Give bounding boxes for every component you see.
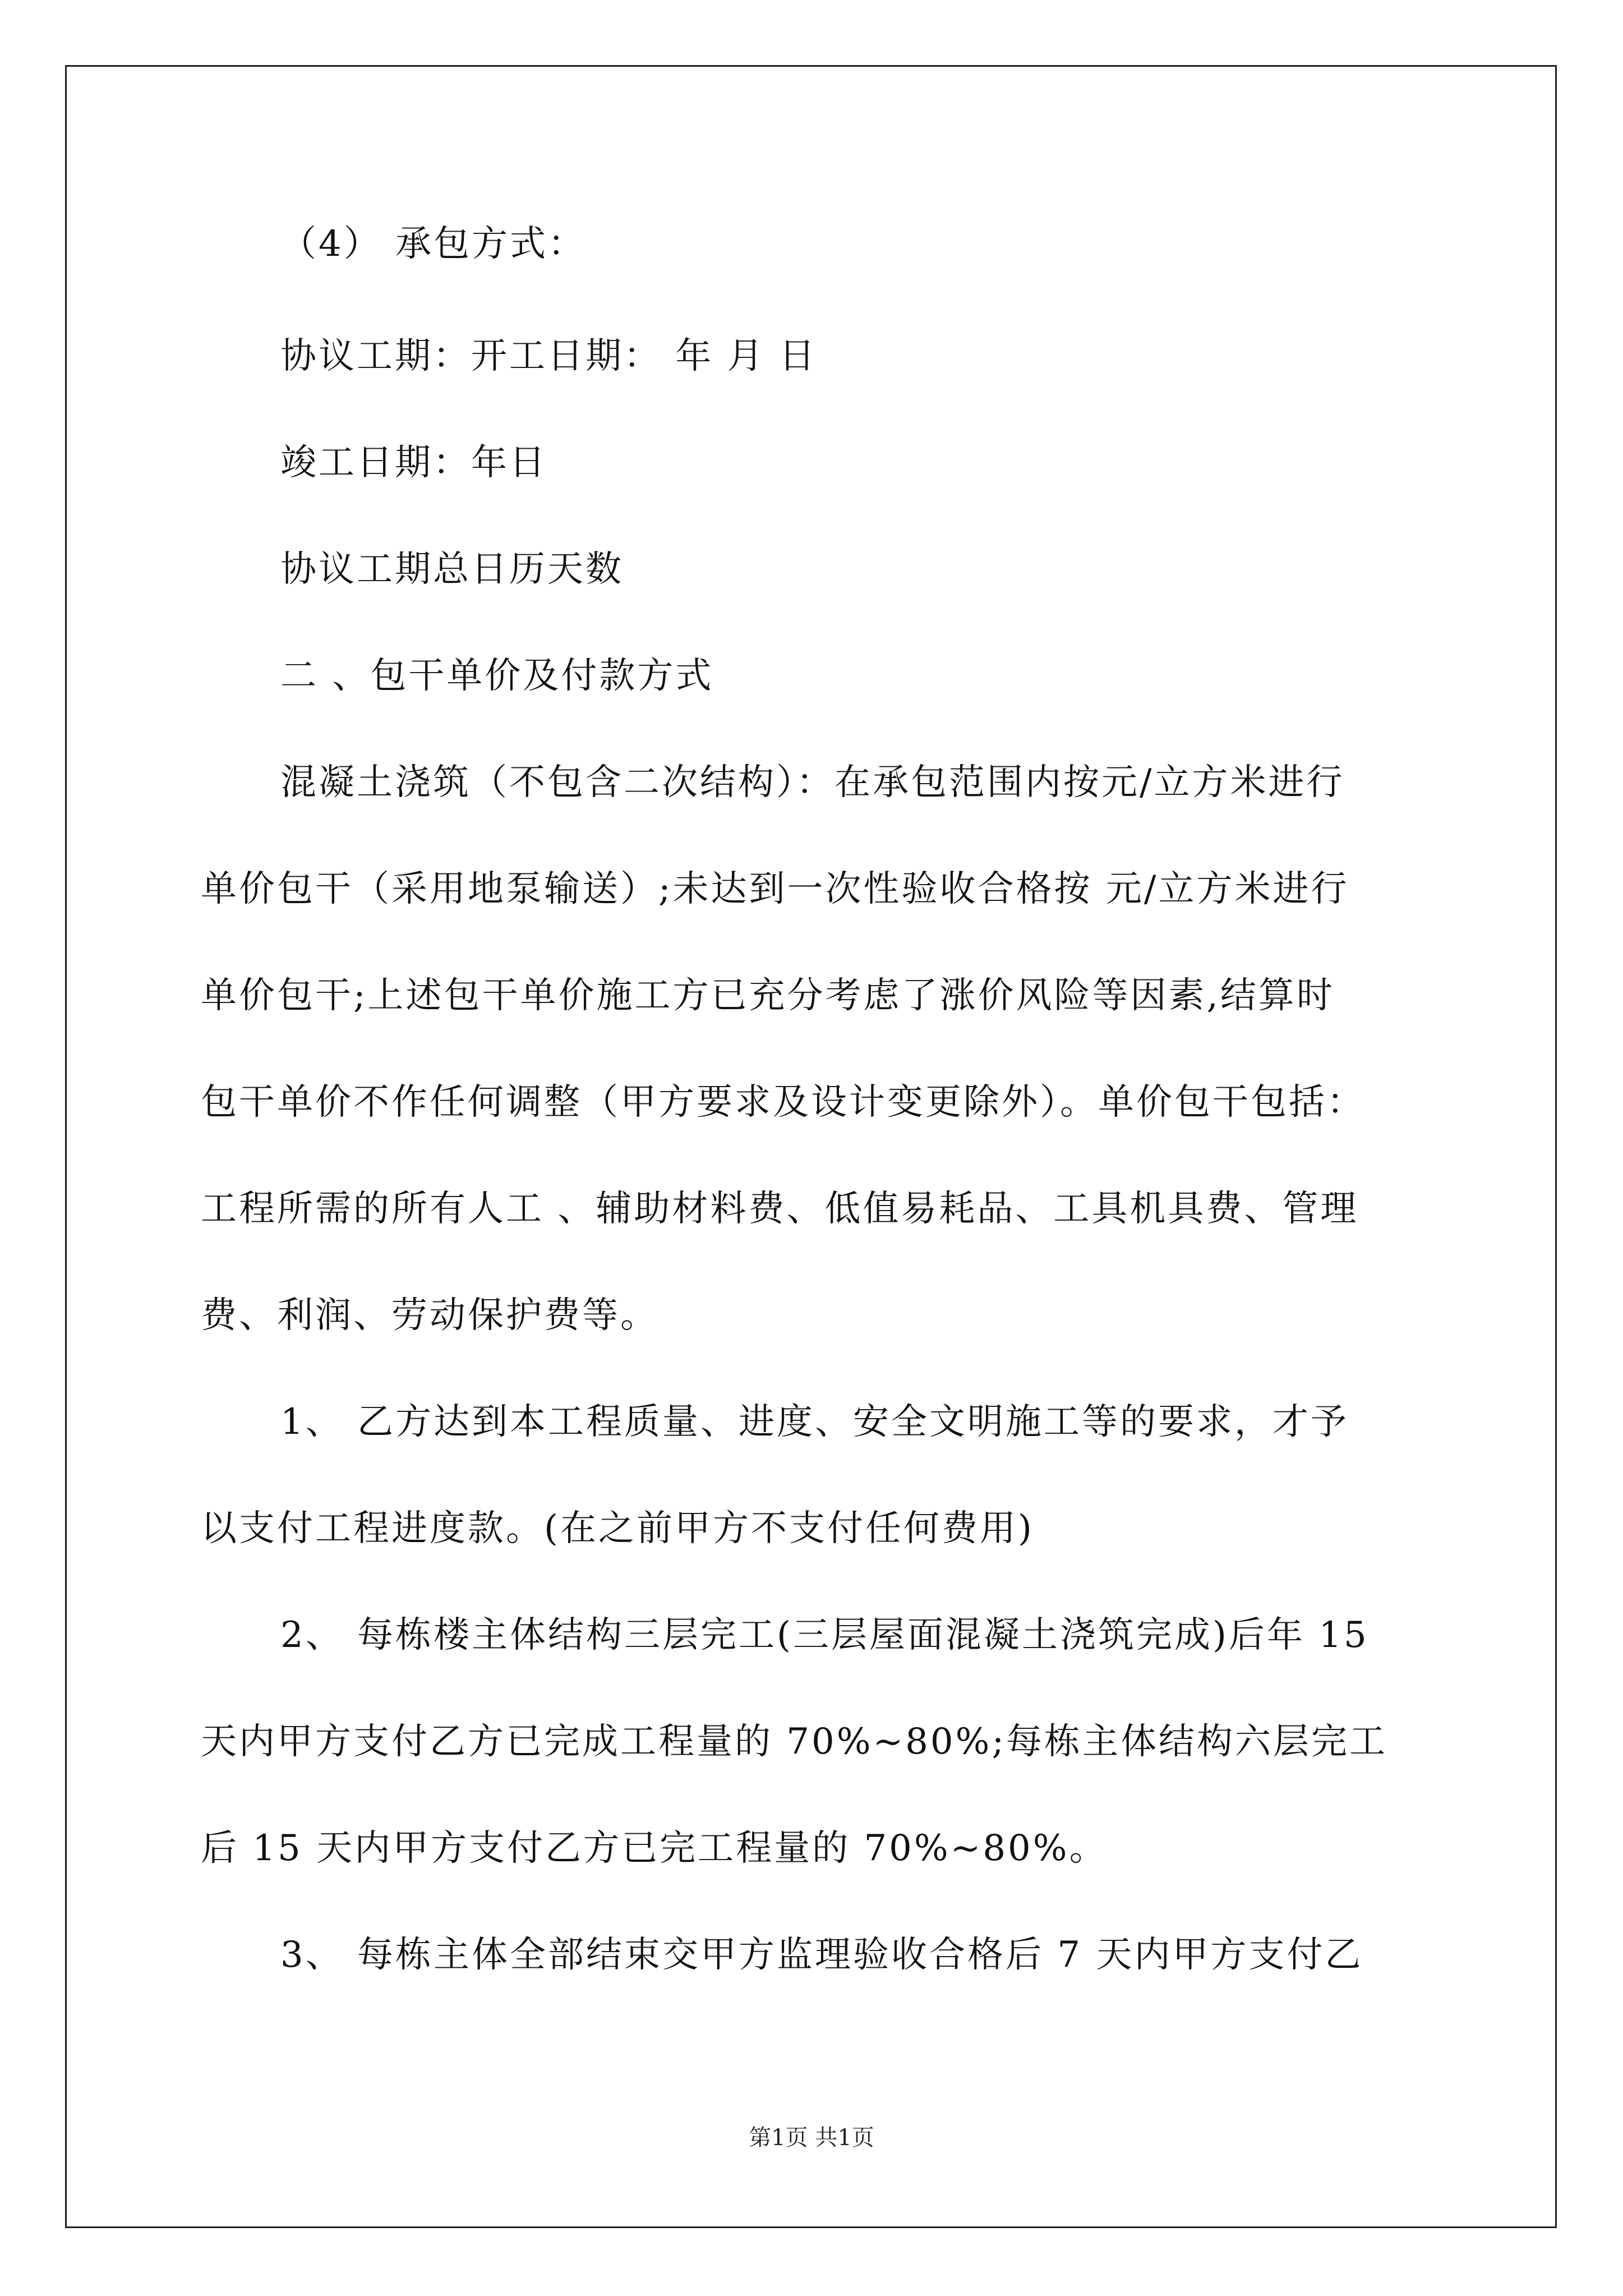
text-line: 竣工日期：年日 [280,442,547,484]
text-line: 3、 每栋主体全部结束交甲方监理验收合格后 7 天内甲方支付乙 [280,1934,1363,1976]
text-line: 费、利润、劳动保护费等。 [201,1295,658,1336]
section-heading: 二 、包干单价及付款方式 [280,655,714,697]
text-line: 单价包干（采用地泵输送）;未达到一次性验收合格按 元/立方米进行 [201,868,1349,910]
text-line: 单价包干;上述包干单价施工方已充分考虑了涨价风险等因素,结算时 [201,975,1335,1016]
text-line: 混凝土浇筑（不包含二次结构）：在承包范围内按元/立方米进行 [280,762,1345,803]
text-line: 天内甲方支付乙方已完成工程量的 70%~80%;每栋主体结构六层完工 [201,1721,1388,1763]
text-line: 1、 乙方达到本工程质量、进度、安全文明施工等的要求，才予 [280,1401,1349,1443]
text-line: 包干单价不作任何调整（甲方要求及设计变更除外）。单价包干包括： [201,1082,1365,1123]
text-line: 协议工期总日历天数 [280,549,624,590]
text-line: 协议工期：开工日期： 年 月 日 [280,335,818,377]
text-line: 2、 每栋楼主体结构三层完工(三层屋面混凝土浇筑完成)后年 15 [280,1614,1369,1656]
page-footer: 第1页 共1页 [749,2125,874,2151]
text-line: 以支付工程进度款。(在之前甲方不支付任何费用) [201,1508,1034,1549]
text-line: （4） 承包方式： [280,223,587,265]
text-line: 后 15 天内甲方支付乙方已完工程量的 70%~80%。 [201,1828,1108,1869]
text-line: 工程所需的所有人工 、辅助材料费、低值易耗品、工具机具费、管理 [201,1188,1359,1230]
